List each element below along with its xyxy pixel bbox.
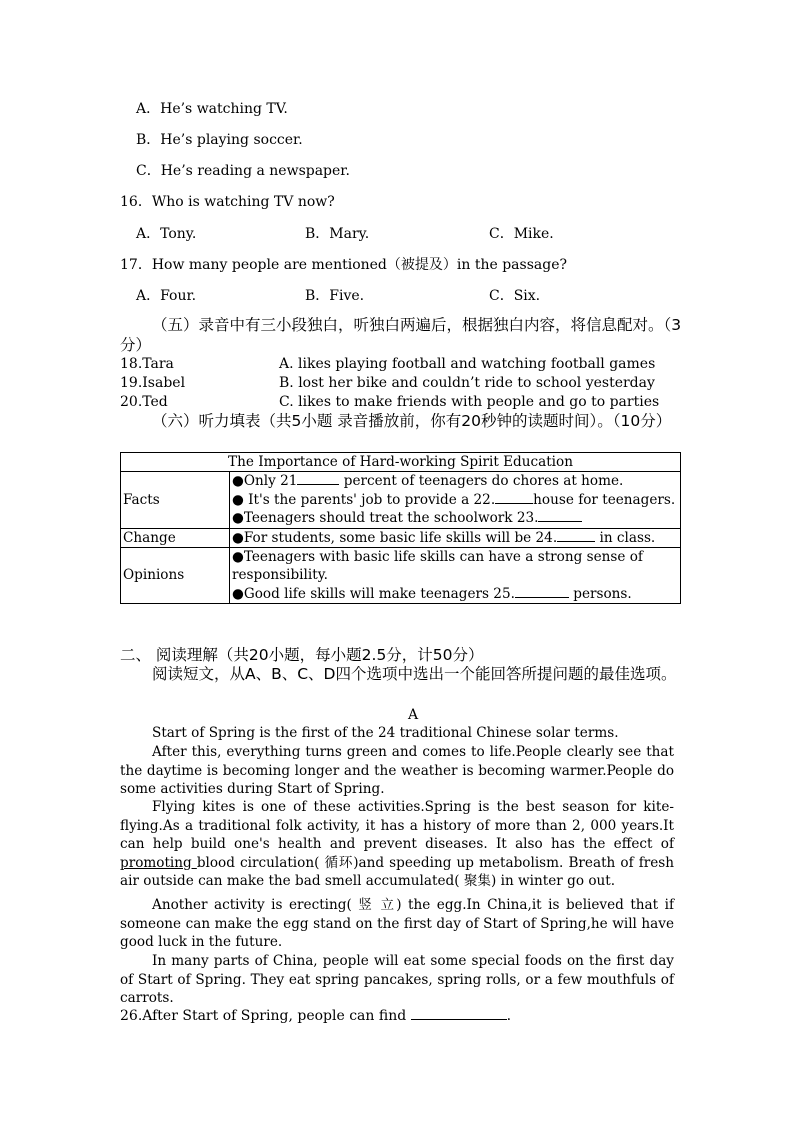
blank-23 [538, 509, 582, 522]
passage-paragraph-3 [120, 798, 674, 891]
p3-underlined-word: promoting [120, 854, 197, 871]
passage-paragraph-2: After this, everything turns green and comes to life.People clearly see that the daytime is becoming longer and the weather is becoming warmer.People do some activities during Start of Spring. [120, 744, 674, 798]
change-cell [230, 528, 681, 547]
opinion-2-end: persons. [568, 585, 632, 602]
blank-22 [495, 491, 533, 504]
q15-option-b: B．He’s playing soccer. [136, 132, 303, 148]
q17-option-b: B．Five. [305, 288, 365, 304]
facts-cell [230, 472, 681, 528]
passage-paragraph-1: Start of Spring is the first of the 24 traditional Chinese solar terms. [152, 725, 619, 741]
opinions-label: Opinions [121, 548, 230, 604]
change-end: in class. [595, 529, 656, 546]
matching-right-c: C. likes to make friends with people and go to parties [279, 394, 660, 410]
q16-stem: 16．Who is watching TV now? [120, 194, 335, 210]
facts-label: Facts [121, 472, 230, 528]
blank-25 [515, 585, 569, 598]
section2-heading: 二、 阅读理解（共20小题，每小题2.5分，计50分） [120, 646, 484, 664]
fact-2-start: ● It's the parents' job to provide a 22. [232, 491, 496, 508]
table-row [121, 472, 681, 528]
passage-paragraph-4: Another activity is erecting( 竖 立) the egg.In China,it is believed that if someone can make the egg stand on the first day of Start of Spring,he will have good luck in the future. [120, 897, 674, 951]
opinion-1: ●Teenagers with basic life skills can have a strong sense of responsibility. [232, 549, 643, 584]
blank-21 [297, 472, 339, 485]
opinion-2-start: ●Good life skills will make teenagers 25. [232, 585, 515, 602]
q15-option-a: A．He’s watching TV. [136, 101, 288, 117]
matching-right-b: B. lost her bike and couldn’t ride to school yesterday [279, 375, 655, 391]
section6-instruction: （六）听力填表（共5小题 录音播放前，你有20秒钟的读题时间）。（10分） [152, 412, 672, 430]
change-label: Change [121, 528, 230, 547]
fact-1-end: percent of teenagers do chores at home. [339, 473, 624, 490]
section5-instruction: （五）录音中有三小段独白，听独白两遍后，根据独白内容，将信息配对。（3分） [120, 316, 682, 354]
blank-24 [557, 529, 595, 542]
table-row [121, 528, 681, 547]
matching-left-19: 19.Isabel [120, 375, 186, 391]
section2-instruction: 阅读短文，从A、B、C、D四个选项中选出一个能回答所提问题的最佳选项。 [152, 665, 677, 683]
q26-blank[interactable] [411, 1007, 507, 1020]
q16-option-a: A．Tony. [136, 226, 197, 242]
matching-left-20: 20.Ted [120, 394, 168, 410]
fact-2-end: house for teenagers. [533, 491, 676, 508]
fact-3: ●Teenagers should treat the schoolwork 23. [232, 510, 539, 527]
q17-option-c: C．Six. [489, 288, 541, 304]
opinions-cell [230, 548, 681, 604]
table-row [121, 548, 681, 604]
importance-table [120, 452, 681, 604]
matching-right-a: A. likes playing football and watching football games [279, 356, 656, 372]
passage-paragraph-5: In many parts of China, people will eat some special foods on the first day of Start of Spring. They eat spring pancakes, spring rolls, or a few mouthfuls of carrots. [120, 953, 674, 1007]
table-title: The Importance of Hard-working Spirit Education [121, 453, 681, 472]
change-start: ●For students, some basic life skills will be 24. [232, 529, 558, 546]
q26 [120, 1007, 511, 1024]
q17-stem: 17．How many people are mentioned（被提及）in the passage? [120, 257, 567, 273]
p3-part-b: blood circulation( 循环)and speeding up metabolism. Breath of fresh air outside can make the bad smell accumulated( 聚集) in winter go out. [120, 854, 675, 890]
q15-option-c: C．He’s reading a newspaper. [136, 163, 350, 179]
p3-part-a: Flying kites is one of these activities.Spring is the best season for kite-flying.As a traditional folk activity, it has a history of more than 2, 000 years.It can help build one's health and prevent diseases. It also has the effect of [120, 799, 674, 853]
q16-option-c: C．Mike. [489, 226, 554, 242]
table-title-row [121, 453, 681, 472]
matching-left-18: 18.Tara [120, 356, 174, 372]
q26-stem: 26.After Start of Spring, people can find [120, 1008, 407, 1024]
passage-label: A [408, 707, 419, 723]
q17-option-a: A．Four. [136, 288, 197, 304]
q26-end: . [506, 1008, 512, 1024]
q16-option-b: B．Mary. [305, 226, 370, 242]
fact-1-start: ●Only 21 [232, 473, 298, 490]
